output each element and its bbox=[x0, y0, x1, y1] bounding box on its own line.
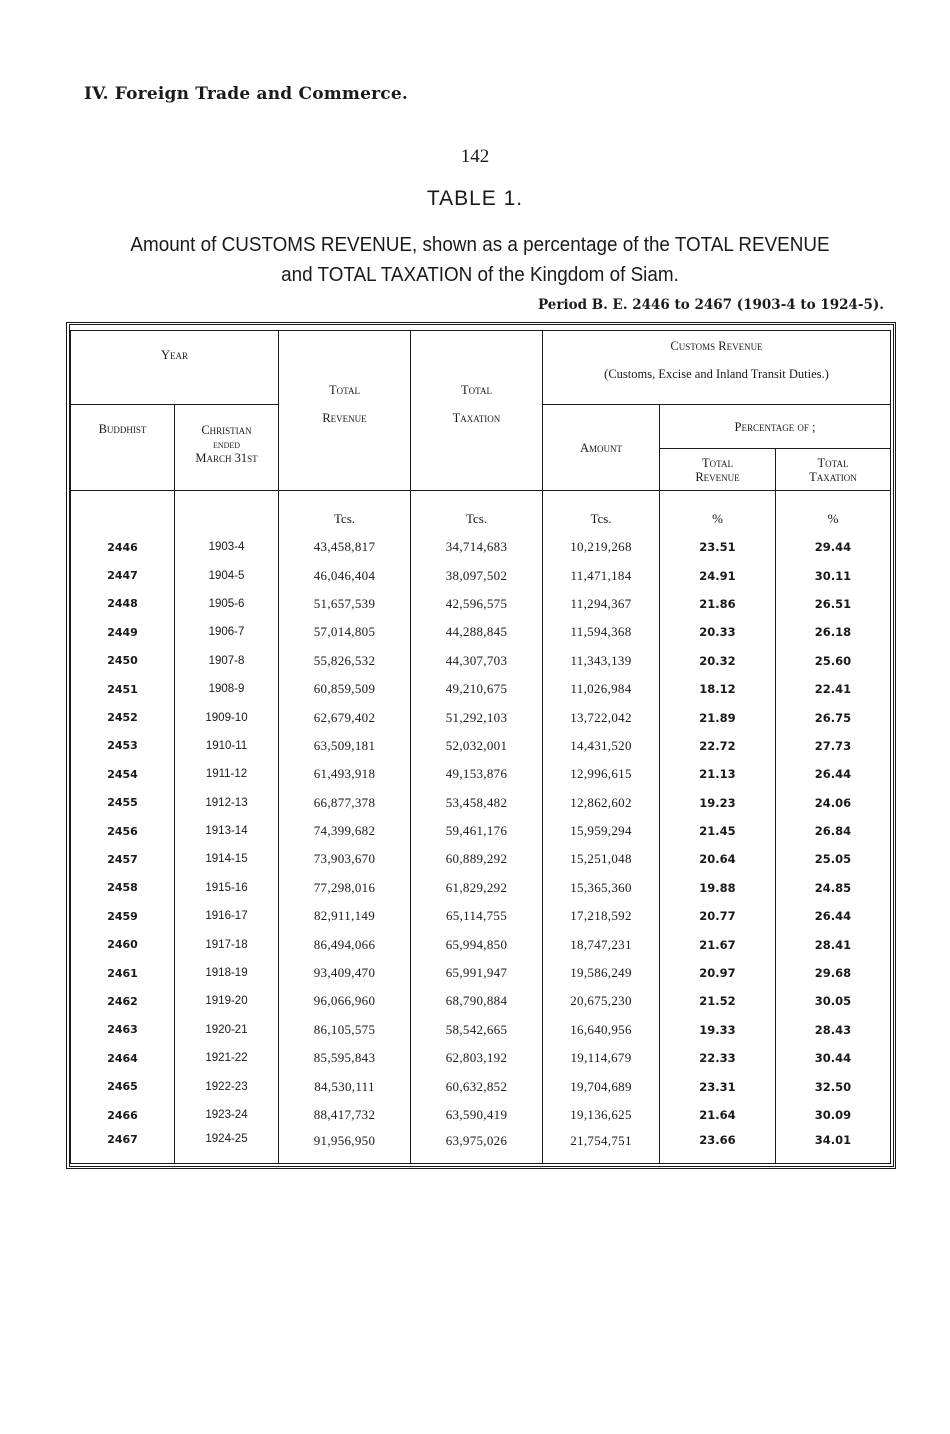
table-row bbox=[71, 902, 891, 930]
pct-revenue-cell: 21.89 bbox=[660, 703, 776, 731]
table-row bbox=[71, 987, 891, 1015]
table-row bbox=[71, 789, 891, 817]
total-taxation-cell: 52,032,001 bbox=[411, 732, 543, 760]
total-revenue-header-line1: Total bbox=[329, 383, 360, 397]
pct-taxation-cell: 30.11 bbox=[776, 561, 891, 589]
buddhist-year-cell: 2448 bbox=[71, 590, 175, 618]
total-revenue-cell: 46,046,404 bbox=[279, 561, 411, 589]
pct-revenue-cell: 20.97 bbox=[660, 959, 776, 987]
pct-revenue-cell: 19.33 bbox=[660, 1016, 776, 1044]
table-row bbox=[71, 760, 891, 788]
table-row bbox=[71, 732, 891, 760]
christian-year-cell: 1908-9 bbox=[175, 675, 279, 703]
customs-amount-cell: 11,343,139 bbox=[543, 647, 660, 675]
table-row bbox=[71, 703, 891, 731]
table-row bbox=[71, 959, 891, 987]
customs-amount-cell: 14,431,520 bbox=[543, 732, 660, 760]
amount-header: Amount bbox=[543, 405, 660, 491]
total-taxation-cell: 62,803,192 bbox=[411, 1044, 543, 1072]
christian-header-line1: Christian bbox=[201, 423, 252, 437]
buddhist-year-cell: 2463 bbox=[71, 1016, 175, 1044]
pct-taxation-cell: 29.68 bbox=[776, 959, 891, 987]
christian-year-cell: 1914-15 bbox=[175, 845, 279, 873]
customs-amount-cell: 13,722,042 bbox=[543, 703, 660, 731]
total-taxation-cell: 49,153,876 bbox=[411, 760, 543, 788]
total-revenue-cell: 77,298,016 bbox=[279, 874, 411, 902]
total-taxation-cell: 44,307,703 bbox=[411, 647, 543, 675]
pct-taxation-cell: 24.85 bbox=[776, 874, 891, 902]
pct-revenue-cell: 20.77 bbox=[660, 902, 776, 930]
christian-year-cell: 1906-7 bbox=[175, 618, 279, 646]
christian-year-cell: 1911-12 bbox=[175, 760, 279, 788]
table-row bbox=[71, 930, 891, 958]
pct-taxation-cell: 30.44 bbox=[776, 1044, 891, 1072]
buddhist-year-cell: 2453 bbox=[71, 732, 175, 760]
pct-revenue-cell: 23.66 bbox=[660, 1129, 776, 1164]
total-taxation-cell: 42,596,575 bbox=[411, 590, 543, 618]
buddhist-year-cell: 2462 bbox=[71, 987, 175, 1015]
buddhist-year-cell: 2467 bbox=[71, 1129, 175, 1164]
pct-taxation-cell: 26.51 bbox=[776, 590, 891, 618]
customs-revenue-note: (Customs, Excise and Inland Transit Duties.) bbox=[604, 367, 829, 381]
total-taxation-cell: 59,461,176 bbox=[411, 817, 543, 845]
christian-year-cell: 1921-22 bbox=[175, 1044, 279, 1072]
pct-revenue-cell: 24.91 bbox=[660, 561, 776, 589]
pct-taxation-cell: 24.06 bbox=[776, 789, 891, 817]
table-row bbox=[71, 1016, 891, 1044]
total-taxation-cell: 61,829,292 bbox=[411, 874, 543, 902]
buddhist-year-cell: 2466 bbox=[71, 1101, 175, 1129]
customs-amount-cell: 10,219,268 bbox=[543, 533, 660, 561]
buddhist-year-cell: 2454 bbox=[71, 760, 175, 788]
total-taxation-cell: 60,889,292 bbox=[411, 845, 543, 873]
total-taxation-cell: 51,292,103 bbox=[411, 703, 543, 731]
buddhist-year-cell: 2461 bbox=[71, 959, 175, 987]
total-revenue-cell: 93,409,470 bbox=[279, 959, 411, 987]
christian-year-cell: 1903-4 bbox=[175, 533, 279, 561]
total-taxation-cell: 65,114,755 bbox=[411, 902, 543, 930]
customs-amount-cell: 19,704,689 bbox=[543, 1072, 660, 1100]
pct-revenue-cell: 18.12 bbox=[660, 675, 776, 703]
table-row bbox=[71, 561, 891, 589]
section-heading: IV. Foreign Trade and Commerce. bbox=[84, 84, 408, 104]
christian-year-cell: 1919-20 bbox=[175, 987, 279, 1015]
customs-amount-cell: 15,959,294 bbox=[543, 817, 660, 845]
christian-year-cell: 1910-11 bbox=[175, 732, 279, 760]
pct-revenue-cell: 20.32 bbox=[660, 647, 776, 675]
pct-taxation-cell: 30.09 bbox=[776, 1101, 891, 1129]
buddhist-year-cell: 2449 bbox=[71, 618, 175, 646]
christian-year-cell: 1924-25 bbox=[175, 1129, 279, 1164]
pct-taxation-header-line1: Total bbox=[817, 455, 849, 470]
christian-year-cell: 1922-23 bbox=[175, 1072, 279, 1100]
pct-revenue-header-line2: Revenue bbox=[695, 469, 740, 484]
total-taxation-cell: 65,991,947 bbox=[411, 959, 543, 987]
pct-revenue-header-line1: Total bbox=[702, 455, 733, 470]
percentage-of-header: Percentage of ; bbox=[660, 405, 891, 449]
pct-revenue-cell: 19.23 bbox=[660, 789, 776, 817]
buddhist-year-cell: 2464 bbox=[71, 1044, 175, 1072]
pct-revenue-cell: 21.86 bbox=[660, 590, 776, 618]
buddhist-year-cell: 2459 bbox=[71, 902, 175, 930]
pct-revenue-cell: 21.52 bbox=[660, 987, 776, 1015]
units-total-taxation: Tcs. bbox=[411, 491, 543, 534]
caption-line-2: and TOTAL TAXATION of the Kingdom of Siam. bbox=[281, 263, 679, 286]
total-taxation-cell: 53,458,482 bbox=[411, 789, 543, 817]
pct-taxation-cell: 26.75 bbox=[776, 703, 891, 731]
pct-taxation-cell: 30.05 bbox=[776, 987, 891, 1015]
buddhist-year-cell: 2457 bbox=[71, 845, 175, 873]
total-revenue-cell: 84,530,111 bbox=[279, 1072, 411, 1100]
customs-amount-cell: 15,365,360 bbox=[543, 874, 660, 902]
pct-taxation-cell: 32.50 bbox=[776, 1072, 891, 1100]
customs-amount-cell: 19,136,625 bbox=[543, 1101, 660, 1129]
christian-year-cell: 1913-14 bbox=[175, 817, 279, 845]
pct-revenue-cell: 21.67 bbox=[660, 930, 776, 958]
pct-revenue-cell: 21.45 bbox=[660, 817, 776, 845]
total-revenue-cell: 63,509,181 bbox=[279, 732, 411, 760]
total-revenue-cell: 82,911,149 bbox=[279, 902, 411, 930]
total-revenue-cell: 43,458,817 bbox=[279, 533, 411, 561]
total-revenue-cell: 62,679,402 bbox=[279, 703, 411, 731]
units-buddhist bbox=[71, 491, 175, 534]
total-taxation-cell: 63,975,026 bbox=[411, 1129, 543, 1164]
buddhist-year-cell: 2460 bbox=[71, 930, 175, 958]
total-taxation-cell: 34,714,683 bbox=[411, 533, 543, 561]
customs-revenue-table bbox=[70, 330, 891, 1164]
christian-year-cell: 1907-8 bbox=[175, 647, 279, 675]
buddhist-year-cell: 2455 bbox=[71, 789, 175, 817]
total-taxation-header-line2: Taxation bbox=[452, 411, 501, 425]
pct-taxation-cell: 34.01 bbox=[776, 1129, 891, 1164]
units-row bbox=[71, 491, 891, 534]
total-revenue-cell: 66,877,378 bbox=[279, 789, 411, 817]
buddhist-year-cell: 2446 bbox=[71, 533, 175, 561]
table-row bbox=[71, 1101, 891, 1129]
buddhist-year-cell: 2458 bbox=[71, 874, 175, 902]
customs-amount-cell: 11,294,367 bbox=[543, 590, 660, 618]
pct-revenue-cell: 23.31 bbox=[660, 1072, 776, 1100]
total-revenue-cell: 86,105,575 bbox=[279, 1016, 411, 1044]
table-row bbox=[71, 590, 891, 618]
christian-year-cell: 1909-10 bbox=[175, 703, 279, 731]
pct-taxation-header-line2: Taxation bbox=[809, 469, 857, 484]
pct-revenue-header bbox=[660, 449, 776, 491]
total-revenue-cell: 88,417,732 bbox=[279, 1101, 411, 1129]
pct-revenue-cell: 21.13 bbox=[660, 760, 776, 788]
table-row bbox=[71, 1129, 891, 1164]
pct-taxation-cell: 28.43 bbox=[776, 1016, 891, 1044]
pct-revenue-cell: 22.33 bbox=[660, 1044, 776, 1072]
table-title: TABLE 1. bbox=[426, 187, 524, 210]
total-taxation-cell: 38,097,502 bbox=[411, 561, 543, 589]
pct-taxation-cell: 26.44 bbox=[776, 760, 891, 788]
buddhist-year-cell: 2447 bbox=[71, 561, 175, 589]
total-taxation-cell: 44,288,845 bbox=[411, 618, 543, 646]
buddhist-year-cell: 2465 bbox=[71, 1072, 175, 1100]
caption-line-1: Amount of CUSTOMS REVENUE, shown as a percentage of the TOTAL REVENUE bbox=[130, 233, 830, 256]
table-row bbox=[71, 675, 891, 703]
christian-year-cell: 1920-21 bbox=[175, 1016, 279, 1044]
christian-header-line3: March 31st bbox=[195, 451, 258, 465]
pct-taxation-cell: 26.44 bbox=[776, 902, 891, 930]
christian-year-cell: 1917-18 bbox=[175, 930, 279, 958]
christian-header bbox=[175, 405, 279, 491]
pct-taxation-cell: 22.41 bbox=[776, 675, 891, 703]
year-header: Year bbox=[71, 331, 279, 405]
total-taxation-cell: 49,210,675 bbox=[411, 675, 543, 703]
buddhist-year-cell: 2450 bbox=[71, 647, 175, 675]
table-row bbox=[71, 647, 891, 675]
buddhist-header: Buddhist bbox=[71, 405, 175, 491]
pct-taxation-cell: 29.44 bbox=[776, 533, 891, 561]
total-revenue-cell: 91,956,950 bbox=[279, 1129, 411, 1164]
total-taxation-cell: 63,590,419 bbox=[411, 1101, 543, 1129]
pct-revenue-cell: 20.64 bbox=[660, 845, 776, 873]
christian-year-cell: 1905-6 bbox=[175, 590, 279, 618]
page-number: 142 bbox=[460, 146, 490, 167]
pct-revenue-cell: 21.64 bbox=[660, 1101, 776, 1129]
table-row bbox=[71, 1044, 891, 1072]
pct-revenue-cell: 20.33 bbox=[660, 618, 776, 646]
units-pct-taxation: % bbox=[776, 491, 891, 534]
customs-amount-cell: 12,996,615 bbox=[543, 760, 660, 788]
pct-taxation-header bbox=[776, 449, 891, 491]
pct-revenue-cell: 23.51 bbox=[660, 533, 776, 561]
total-revenue-cell: 61,493,918 bbox=[279, 760, 411, 788]
christian-year-cell: 1916-17 bbox=[175, 902, 279, 930]
christian-year-cell: 1918-19 bbox=[175, 959, 279, 987]
christian-header-line2: ended bbox=[212, 437, 241, 451]
customs-amount-cell: 11,594,368 bbox=[543, 618, 660, 646]
customs-amount-cell: 15,251,048 bbox=[543, 845, 660, 873]
customs-revenue-header bbox=[543, 331, 891, 405]
total-revenue-cell: 57,014,805 bbox=[279, 618, 411, 646]
customs-amount-cell: 19,114,679 bbox=[543, 1044, 660, 1072]
buddhist-year-cell: 2451 bbox=[71, 675, 175, 703]
units-amount: Tcs. bbox=[543, 491, 660, 534]
total-revenue-cell: 55,826,532 bbox=[279, 647, 411, 675]
total-taxation-cell: 68,790,884 bbox=[411, 987, 543, 1015]
total-revenue-cell: 86,494,066 bbox=[279, 930, 411, 958]
table-row bbox=[71, 1072, 891, 1100]
customs-amount-cell: 16,640,956 bbox=[543, 1016, 660, 1044]
pct-revenue-cell: 22.72 bbox=[660, 732, 776, 760]
total-taxation-header bbox=[411, 331, 543, 491]
units-pct-revenue: % bbox=[660, 491, 776, 534]
total-revenue-header bbox=[279, 331, 411, 491]
total-revenue-cell: 96,066,960 bbox=[279, 987, 411, 1015]
customs-amount-cell: 12,862,602 bbox=[543, 789, 660, 817]
total-taxation-cell: 58,542,665 bbox=[411, 1016, 543, 1044]
customs-amount-cell: 11,471,184 bbox=[543, 561, 660, 589]
pct-taxation-cell: 25.60 bbox=[776, 647, 891, 675]
table-row bbox=[71, 845, 891, 873]
christian-year-cell: 1912-13 bbox=[175, 789, 279, 817]
table-row bbox=[71, 874, 891, 902]
table-row bbox=[71, 817, 891, 845]
total-revenue-header-line2: Revenue bbox=[322, 411, 367, 425]
customs-amount-cell: 17,218,592 bbox=[543, 902, 660, 930]
pct-revenue-cell: 19.88 bbox=[660, 874, 776, 902]
customs-amount-cell: 11,026,984 bbox=[543, 675, 660, 703]
total-revenue-cell: 74,399,682 bbox=[279, 817, 411, 845]
total-revenue-cell: 51,657,539 bbox=[279, 590, 411, 618]
units-total-revenue: Tcs. bbox=[279, 491, 411, 534]
total-taxation-cell: 60,632,852 bbox=[411, 1072, 543, 1100]
pct-taxation-cell: 26.18 bbox=[776, 618, 891, 646]
total-revenue-cell: 60,859,509 bbox=[279, 675, 411, 703]
period-note: Period B. E. 2446 to 2467 (1903-4 to 1924-5). bbox=[537, 297, 884, 313]
customs-amount-cell: 19,586,249 bbox=[543, 959, 660, 987]
customs-revenue-title: Customs Revenue bbox=[670, 339, 763, 353]
buddhist-year-cell: 2456 bbox=[71, 817, 175, 845]
pct-taxation-cell: 27.73 bbox=[776, 732, 891, 760]
buddhist-year-cell: 2452 bbox=[71, 703, 175, 731]
pct-taxation-cell: 26.84 bbox=[776, 817, 891, 845]
customs-amount-cell: 20,675,230 bbox=[543, 987, 660, 1015]
pct-taxation-cell: 28.41 bbox=[776, 930, 891, 958]
christian-year-cell: 1915-16 bbox=[175, 874, 279, 902]
customs-amount-cell: 18,747,231 bbox=[543, 930, 660, 958]
total-revenue-cell: 73,903,670 bbox=[279, 845, 411, 873]
units-christian bbox=[175, 491, 279, 534]
christian-year-cell: 1923-24 bbox=[175, 1101, 279, 1129]
total-revenue-cell: 85,595,843 bbox=[279, 1044, 411, 1072]
table-caption bbox=[94, 230, 867, 290]
total-taxation-cell: 65,994,850 bbox=[411, 930, 543, 958]
customs-amount-cell: 21,754,751 bbox=[543, 1129, 660, 1164]
table-row bbox=[71, 533, 891, 561]
table-row bbox=[71, 618, 891, 646]
christian-year-cell: 1904-5 bbox=[175, 561, 279, 589]
pct-taxation-cell: 25.05 bbox=[776, 845, 891, 873]
total-taxation-header-line1: Total bbox=[461, 383, 492, 397]
